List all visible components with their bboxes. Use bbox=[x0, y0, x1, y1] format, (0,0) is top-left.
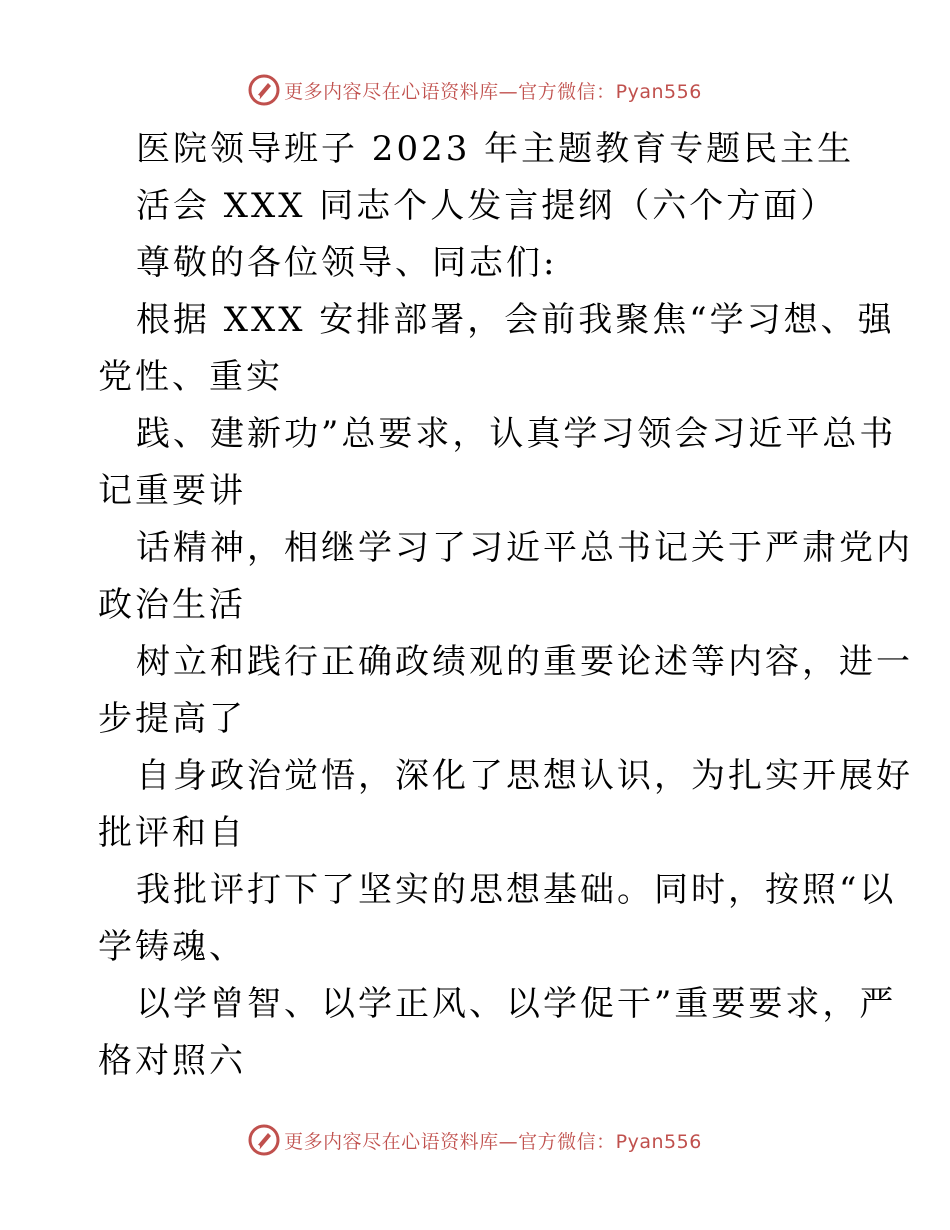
paragraph-line: 政治生活 bbox=[98, 585, 246, 625]
brand-logo-icon bbox=[248, 1124, 280, 1156]
title-line-1: 医院领导班子 2023 年主题教育专题民主生 bbox=[136, 129, 855, 169]
paragraph-line: 我批评打下了坚实的思想基础。同时，按照“以 bbox=[136, 870, 897, 910]
title-line-2: 活会 XXX 同志个人发言提纲（六个方面） bbox=[136, 186, 838, 226]
paragraph-line: 步提高了 bbox=[98, 699, 246, 739]
paragraph-line: 批评和自 bbox=[98, 813, 246, 853]
paragraph-line: 格对照六 bbox=[98, 1041, 246, 1081]
paragraph-line: 话精神，相继学习了习近平总书记关于严肃党内 bbox=[136, 528, 913, 568]
paragraph-line: 树立和践行正确政绩观的重要论述等内容，进一 bbox=[136, 642, 913, 682]
paragraph-line: 以学曾智、以学正风、以学促干”重要要求，严 bbox=[136, 984, 897, 1024]
brand-logo-icon bbox=[248, 74, 280, 106]
paragraph-line: 自身政治觉悟，深化了思想认识，为扎实开展好 bbox=[136, 756, 913, 796]
header-banner-text: 更多内容尽在心语资料库—官方微信：Pyan556 bbox=[284, 80, 702, 103]
salutation: 尊敬的各位领导、同志们: bbox=[136, 243, 558, 283]
paragraph-line: 学铸魂、 bbox=[98, 927, 246, 967]
paragraph-line: 践、建新功”总要求，认真学习领会习近平总书 bbox=[136, 414, 897, 454]
paragraph-line: 党性、重实 bbox=[98, 357, 283, 397]
paragraph-line: 记重要讲 bbox=[98, 471, 246, 511]
footer-banner-text: 更多内容尽在心语资料库—官方微信：Pyan556 bbox=[284, 1130, 702, 1153]
header-watermark-banner bbox=[0, 70, 950, 110]
paragraph-line: 根据 XXX 安排部署，会前我聚焦“学习想、强 bbox=[136, 300, 895, 340]
footer-watermark-banner bbox=[0, 1120, 950, 1160]
